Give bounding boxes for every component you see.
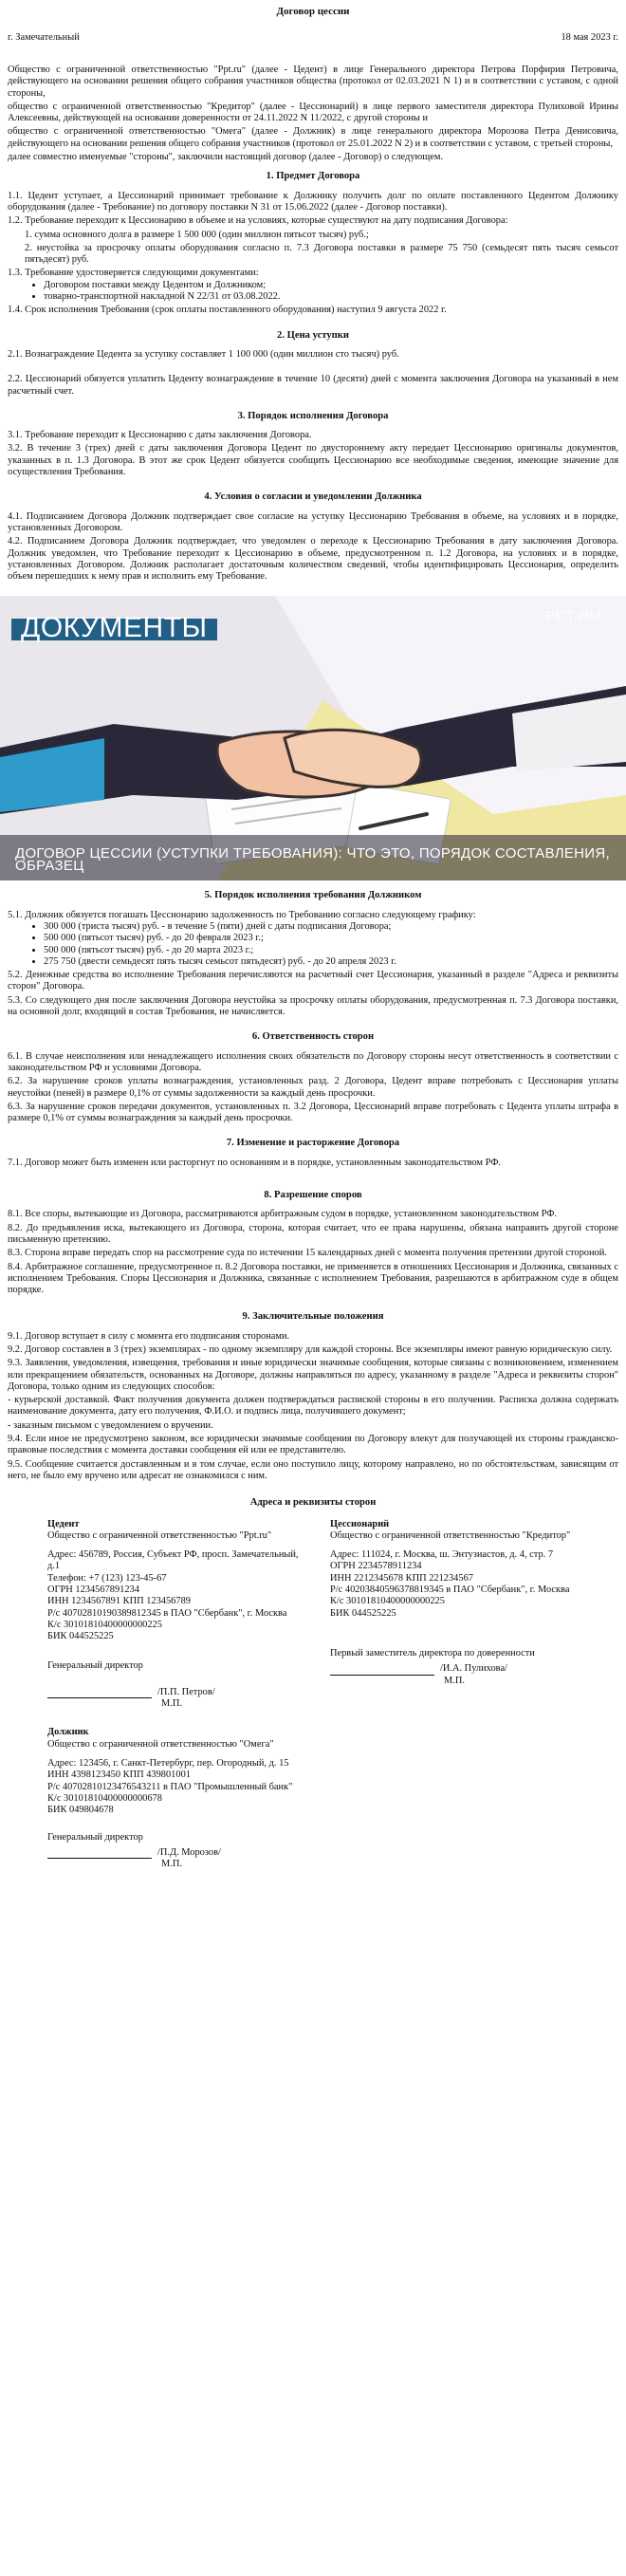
signatory-post: Генеральный директор: [47, 1659, 143, 1671]
clause: - курьерской доставкой. Факт получения документа должен подтверждаться распиской стороны в его получении. Расписка должна содержать наименование документа, дату его получения, Ф.И.О. и подпись лица, получившего документ;: [8, 1395, 618, 1418]
requisite-line: К/с 30101810400000000225: [47, 1619, 162, 1630]
requisite-line: Телефон: +7 (123) 123-45-67: [47, 1572, 167, 1584]
requisite-line: ОГРН 2234578911234: [330, 1561, 422, 1572]
party-role: Цессионарий: [330, 1518, 390, 1529]
parties-details: [8, 1519, 618, 1711]
intro-paragraph: Общество с ограниченной ответственностью "Ppt.ru" (далее - Цедент) в лице Генерального директора Петрова Порфирия Петровича, действующего на основании решения общего собрания участников общества (протокол от 02.03.2021 N 1) и в соответствии с уставом, с одной стороны,: [8, 65, 618, 99]
banner-watermark: PPT.RU: [544, 608, 601, 625]
requisite-line: БИК 044525225: [47, 1631, 114, 1642]
clause: 9.5. Сообщение считается доставленным и в том случае, если оно поступило лицу, которому направлено, но по обстоятельствам, зависящим от него, не было ему вручено или адресат не ознакомился с ним.: [8, 1458, 618, 1481]
requisite-line: К/с 30101810400000000225: [330, 1596, 445, 1607]
clause: 3.2. В течение 3 (трех) дней с даты заключения Договора Цедент по двустороннему акту передает Цессионарию оригиналы документов, указанных в п. 1.3 Договора. В этот же срок Цедент обязуется сообщить Цессионарию все необходимые сведения, имеющие значение для осуществления Требования.: [8, 443, 618, 478]
clause: 1.2. Требование переходит к Цессионарию в объеме и на условиях, которые существуют на дату подписания Договора:: [8, 215, 508, 227]
party-name: Общество с ограниченной ответственностью "Омега": [47, 1738, 274, 1750]
signatory-name: /П.П. Петров/: [157, 1686, 215, 1697]
list-item: 2. неустойка за просрочку оплаты оборудования согласно п. 7.3 Договора поставки в размере 75 750 (семьдесят пять тысяч семьсот пятьдесят) руб.: [25, 242, 618, 266]
cedent-details: [8, 1519, 313, 1711]
illustration-banner: [0, 596, 626, 880]
clause: 1.1. Цедент уступает, а Цессионарий принимает требование к Должнику получить долг по оплате поставленного Цедентом Должнику оборудования (далее - Требование) по договору поставки N 31 от 15.06.2022 (далее - Договор поставки).: [8, 190, 618, 213]
schedule-item: • 300 000 (триста тысяч) руб. - в течение 5 (пяти) дней с даты подписания Договора;: [44, 921, 618, 933]
list-item: • товарно-транспортной накладной N 22/31 от 03.08.2022.: [44, 291, 618, 303]
section-heading: 8. Разрешение споров: [264, 1190, 362, 1201]
clause: 1.3. Требование удостоверяется следующими документами:: [8, 268, 259, 279]
party-name: Общество с ограниченной ответственностью "Кредитор": [330, 1529, 571, 1541]
signature-line: [330, 1663, 618, 1675]
requisite-line: ИНН 4398123450 КПП 439801001: [47, 1770, 191, 1781]
clause: 2.2. Цессионарий обязуется уплатить Цеденту вознаграждение в течение 10 (десяти) дней с момента заключения Договора на указанный в нем расчетный счет.: [8, 374, 618, 397]
clause: 6.2. За нарушение сроков уплаты вознаграждения, установленных разд. 2 Договора, Цедент вправе потребовать с Цессионария уплаты неустойки (пеней) в размере 0,1% от суммы задолженности за каждый день просрочки.: [8, 1076, 618, 1099]
date: 18 мая 2023 г.: [561, 32, 618, 43]
requisite-line: БИК 049804678: [47, 1805, 114, 1816]
requisite-line: Р/с 40702810190389812345 в ПАО "Сбербанк", г. Москва: [47, 1607, 287, 1619]
section-heading: Адреса и реквизиты сторон: [249, 1497, 377, 1509]
stamp-place: М.П.: [444, 1675, 465, 1686]
clause: 6.1. В случае неисполнения или ненадлежащего исполнения своих обязательств по Договору стороны несут ответственность в соответствии с законодательством РФ и условиями Договора.: [8, 1050, 618, 1073]
party-name: Общество с ограниченной ответственностью "Ppt.ru": [47, 1529, 272, 1541]
requisite-line: БИК 044525225: [330, 1607, 396, 1619]
schedule-item: • 275 750 (двести семьдесят пять тысяч семьсот пятьдесят) руб. - до 20 апреля 2023 г.: [44, 956, 618, 968]
requisite-line: ОГРН 1234567891234: [47, 1585, 139, 1596]
party-role: Цедент: [47, 1518, 80, 1529]
section-heading: 2. Цена уступки: [277, 329, 349, 341]
clause: 9.4. Если иное не предусмотрено законом, все юридически значимые сообщения по Договору влекут для получающей их стороны гражданско-правовые последствия с момента доставки сообщения ей или ее представителю.: [8, 1434, 618, 1456]
stamp-place: М.П.: [161, 1859, 182, 1870]
section-heading: 3. Порядок исполнения Договора: [237, 410, 389, 421]
signature-line: [47, 1847, 313, 1859]
clause: - заказным письмом с уведомлением о вручении.: [8, 1419, 213, 1431]
clause: 5.3. Со следующего дня после заключения Договора неустойка за просрочку оплаты оборудования, предусмотренная п. 7.3 Договора поставки, на основной долг, входящий в состав Требования, не начисляется.: [8, 994, 618, 1018]
clause: 1.4. Срок исполнения Требования (срок оплаты поставленного оборудования) наступил 9 августа 2022 г.: [8, 305, 447, 316]
intro-paragraph: далее совместно именуемые "стороны", заключили настоящий договор (далее - Договор) о следующем.: [8, 152, 444, 163]
clause: 8.3. Сторона вправе передать спор на рассмотрение суда по истечении 15 календарных дней с момента получения претензии другой стороной.: [8, 1248, 607, 1259]
clause: 7.1. Договор может быть изменен или расторгнут по основаниям и в порядке, установленным законодательством РФ.: [8, 1157, 501, 1168]
section-heading: 7. Изменение и расторжение Договора: [226, 1138, 400, 1149]
document: [8, 0, 618, 1870]
section-heading: 9. Заключительные положения: [242, 1311, 384, 1323]
intro-paragraph: общество с ограниченной ответственностью "Омега" (далее - Должник) в лице генерального директора Морозова Петра Денисовича, действующего на основании решения общего собрания участников (протокол от 25.01.2022 N 2) и в соответствии с уставом, с третьей стороны,: [8, 126, 618, 149]
signatory-post: Генеральный директор: [47, 1831, 143, 1843]
clause: 2.1. Вознаграждение Цедента за уступку составляет 1 100 000 (один миллион сто тысяч) руб.: [8, 348, 399, 360]
requisite-line: К/с 30101810400000000678: [47, 1792, 162, 1804]
clause: 8.1. Все споры, вытекающие из Договора, рассматриваются арбитражным судом в порядке, установленном законодательством РФ.: [8, 1209, 558, 1220]
clause: 4.1. Подписанием Договора Должник подтверждает свое согласие на уступку Цессионарию Требования в объеме, на условиях и в порядке, установленных Договором.: [8, 510, 618, 533]
signatory-name: /И.А. Пулихова/: [440, 1663, 507, 1675]
signature-line: [47, 1687, 313, 1698]
requisite-line: ИНН 2212345678 КПП 221234567: [330, 1572, 473, 1584]
schedule-item: • 500 000 (пятьсот тысяч) руб. - до 20 марта 2023 г.;: [44, 945, 618, 956]
party-role: Должник: [47, 1727, 89, 1738]
document-title: Договор цессии: [276, 6, 350, 17]
stamp-place: М.П.: [161, 1698, 182, 1710]
clause: 8.2. До предъявления иска, вытекающего из Договора, сторона, которая считает, что ее права нарушены, обязана направить другой стороне письменную претензию.: [8, 1222, 618, 1245]
list-item: 1. сумма основного долга в размере 1 500 000 (один миллион пятьсот тысяч) руб.;: [25, 229, 369, 240]
signatory-name: /П.Д. Морозов/: [157, 1846, 221, 1858]
banner-heading: ДОКУМЕНТЫ: [11, 619, 217, 639]
clause: 4.2. Подписанием Договора Должник подтверждает, что уведомлен о переходе к Цессионарию Требования в дату заключения Договора. Должник уведомлен, что Требование переходит к Цессионарию в объеме, предусмотренном п. 1.2 Договора, на условиях и в порядке, установленных Договором. Должник располагает достаточным количеством сведений, чтобы идентифицировать Цессионария, определить объем перешедших к нему прав и исполнить ему Требование.: [8, 536, 618, 583]
section-heading: 1. Предмет Договора: [266, 171, 360, 182]
clause: 9.3. Заявления, уведомления, извещения, требования и иные юридически значимые сообщения, которые связаны с возникновением, изменением или прекращением обязательств, основанных на Договоре, должны направляться по адресу, указанному в разделе "Адреса и реквизиты сторон" Договора, только одним из следующих способов:: [8, 1358, 618, 1392]
clause: 3.1. Требование переходит к Цессионарию с даты заключения Договора.: [8, 430, 312, 441]
clause: 8.4. Арбитражное соглашение, предусмотренное п. 8.2 Договора поставки, не применяется в отношениях Цессионария и Должника, связанных с исполнением Требования. Споры Цессионария и Должника, связанные с исполнением Требования, разрешаются в арбитражном суде в общем порядке.: [8, 1261, 618, 1296]
clause: 5.2. Денежные средства во исполнение Требования перечисляются на расчетный счет Цессионария, указанный в разделе "Адреса и реквизиты сторон" Договора.: [8, 970, 618, 992]
requisite-line: Р/с 40702810123476543211 в ПАО "Промышленный банк": [47, 1781, 293, 1792]
city: г. Замечательный: [8, 32, 80, 43]
cessionary-details: [313, 1519, 618, 1711]
section-heading: 5. Порядок исполнения требования Должником: [204, 890, 422, 901]
clause: 9.2. Договор составлен в 3 (трех) экземплярах - по одному экземпляру для каждой стороны. Все экземпляры имеют равную юридическую силу.: [8, 1344, 613, 1355]
schedule-item: • 500 000 (пятьсот тысяч) руб. - до 20 февраля 2023 г.;: [44, 933, 618, 944]
section-heading: 4. Условия о согласии и уведомлении Должника: [204, 491, 422, 503]
clause: 9.1. Договор вступает в силу с момента его подписания сторонами.: [8, 1330, 290, 1342]
debtor-details: [8, 1727, 313, 1870]
requisite-line: Адрес: 111024, г. Москва, ш. Энтузиастов, д. 4, стр. 7: [330, 1549, 554, 1561]
list-item: • Договором поставки между Цедентом и Должником;: [44, 280, 618, 291]
requisite-line: Р/с 40203840596378819345 в ПАО "Сбербанк", г. Москва: [330, 1585, 570, 1596]
requisite-line: Адрес: 123456, г. Санкт-Петербург, пер. Огородный, д. 15: [47, 1758, 289, 1770]
requisite-line: Адрес: 456789, Россия, Субъект РФ, просп. Замечательный, д.1: [47, 1549, 299, 1572]
document-meta: [8, 32, 618, 46]
requisite-line: ИНН 1234567891 КПП 123456789: [47, 1596, 191, 1607]
intro-paragraph: общество с ограниченной ответственностью "Кредитор" (далее - Цессионарий) в лице первого заместителя директора Пулиховой Ирины Алексеевны, действующей на основании доверенности от 24.11.2022 N 11/2022, с другой стороны и: [8, 101, 618, 124]
clause: 5.1. Должник обязуется погашать Цессионарию задолженность по Требованию согласно следующему графику:: [8, 909, 476, 920]
clause: 6.3. За нарушение сроков передачи документов, установленных п. 3.2 Договора, Цессионарий вправе потребовать с Цедента уплаты штрафа в размере 0,1% от суммы вознаграждения за каждый день просрочки.: [8, 1101, 618, 1124]
signatory-post: Первый заместитель директора по доверенности: [330, 1647, 535, 1659]
section-heading: 6. Ответственность сторон: [251, 1031, 375, 1043]
banner-caption: ДОГОВОР ЦЕССИИ (УСТУПКИ ТРЕБОВАНИЯ): ЧТО ЭТО, ПОРЯДОК СОСТАВЛЕНИЯ, ОБРАЗЕЦ: [0, 835, 626, 880]
